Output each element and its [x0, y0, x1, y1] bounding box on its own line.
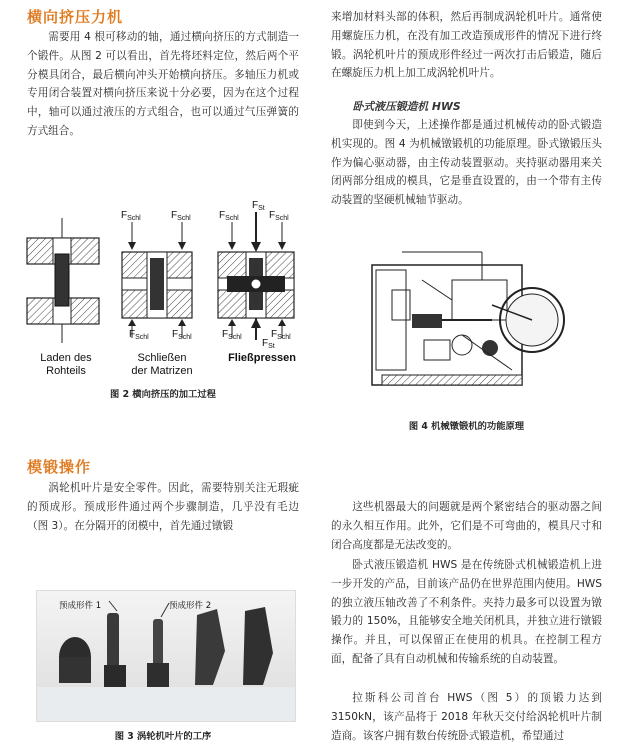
force-label-fschl-top-right-3: $F_{Schl}$ — [269, 210, 289, 222]
paragraph-machine-problems: 这些机器最大的问题就是两个紧密结合的驱动器之间的永久相互作用。此外，它们是不可弯曲的，模具尺寸和闭合高度都是无法改变的。 — [331, 501, 602, 551]
fig2-step2-label — [112, 352, 212, 378]
figure-3-photo — [36, 590, 296, 722]
force-label-fst-bottom: $F_{St}$ — [262, 338, 275, 348]
fig2-step2-line2: der Matrizen — [131, 365, 193, 377]
paragraph-die-forging: 涡轮机叶片是安全零件。因此，需要特别关注无瑕疵的预成形。预成形件通过两个步骤制造，几乎没有毛边（图 3）。在分隔开的闭模中，首先通过镦锻 — [27, 482, 299, 532]
paragraph-hws-intro: 即使到今天，上述操作都是通过机械传动的卧式锻造机实现的。图 4 为机械镦锻机的功能原理。卧式镦锻压头作为偏心驱动器，由主传动装置驱动。夹持驱动器用来关闭两部分组成的模具，它是垂直设置的，由一个带有主传动装置的坚硬机械轴节驱动。 — [331, 119, 602, 207]
force-label-fschl-top-right: $F_{Schl}$ — [171, 210, 191, 222]
figure-3-caption: 图 3 涡轮机叶片的工序 — [114, 731, 212, 742]
paragraph-lateral-extrusion: 需要用 4 根可移动的轴，通过横向挤压的方式制造一个锻件。从图 2 可以看出，首先将坯料定位，然后两个平分模具闭合，最后横向冲头开始横向挤压。多轴压力机或专用闭合装置对横向挤压来说十分必要，因为在这个过程中，轴可以通过液压的方式组合，也可以通过气压弹簧的方式组合。 — [27, 31, 299, 137]
fig2-step1-line1: Laden des — [40, 352, 92, 364]
figure-2-caption: 图 2 横向挤压的加工过程 — [110, 389, 216, 400]
paragraph-right-continuation: 来增加材料头部的体积，然后再制成涡轮机叶片。通常使用螺旋压力机，在没有加工改造预成形件的情况下进行终锻。涡轮机叶片的预成形件经过一两次打击后锻造，随后在螺旋压力机上加工成涡轮机叶片。 — [331, 11, 602, 80]
force-label-fst-top: $F_{St}$ — [252, 200, 265, 212]
fig2-step1-label — [20, 352, 112, 378]
heading-die-forging: 模锻操作 — [27, 458, 92, 476]
diagram-step-loading — [27, 218, 99, 343]
paragraph-hws-description: 卧式液压锻造机 HWS 是在传统卧式机械锻造机上进一步开发的产品，目前该产品仍在世界范围内使用。HWS 的独立液压轴改善了不利条件。夹持力最多可以设置为镦锻力的 150%，且能够安全地关闭机具，并独立进行镦锻操作。并且，可以保留正在使用的机具。在控制工程方面，配备了具有自动机械和传输系统的自动装置。 — [331, 559, 602, 665]
diagram-step-closing — [121, 210, 192, 341]
force-label-fschl-top-left: $F_{Schl}$ — [121, 210, 141, 222]
force-label-fschl-bottom-left: $F_{Schl}$ — [129, 329, 149, 341]
figure-4-mechanical-upsetter-drawing — [362, 240, 582, 410]
fig2-step2-line1: Schließen — [137, 352, 187, 364]
fig2-step1-line2: Rohteils — [46, 365, 86, 377]
subheading-hws: 卧式液压锻造机 HWS — [352, 100, 461, 113]
force-label-fschl-bottom-right: $F_{Schl}$ — [172, 329, 192, 341]
figure-4-caption: 图 4 机械镦锻机的功能原理 — [408, 421, 525, 432]
fig2-step3-label: Fließpressen — [228, 352, 296, 364]
force-label-fschl-bottom-right-3: $F_{Schl}$ — [271, 329, 291, 341]
preform-2-label: 预成形件 2 — [169, 601, 212, 611]
force-label-fschl-bottom-left-3: $F_{Schl}$ — [222, 329, 242, 341]
diagram-step-extrusion — [218, 200, 294, 348]
force-label-fschl-top-left-3: $F_{Schl}$ — [219, 210, 239, 222]
figure-2-lateral-extrusion-diagram — [22, 198, 312, 348]
preform-1-label: 预成形件 1 — [59, 601, 102, 611]
paragraph-lasco-hws: 拉斯科公司首台 HWS（图 5）的顶锻力达到 3150kN，该产品将于 2018 年秋天交付给涡轮机叶片制造商。该客户拥有数台传统卧式锻造机，希望通过 — [331, 692, 602, 742]
heading-lateral-extrusion-press: 横向挤压力机 — [27, 8, 124, 26]
